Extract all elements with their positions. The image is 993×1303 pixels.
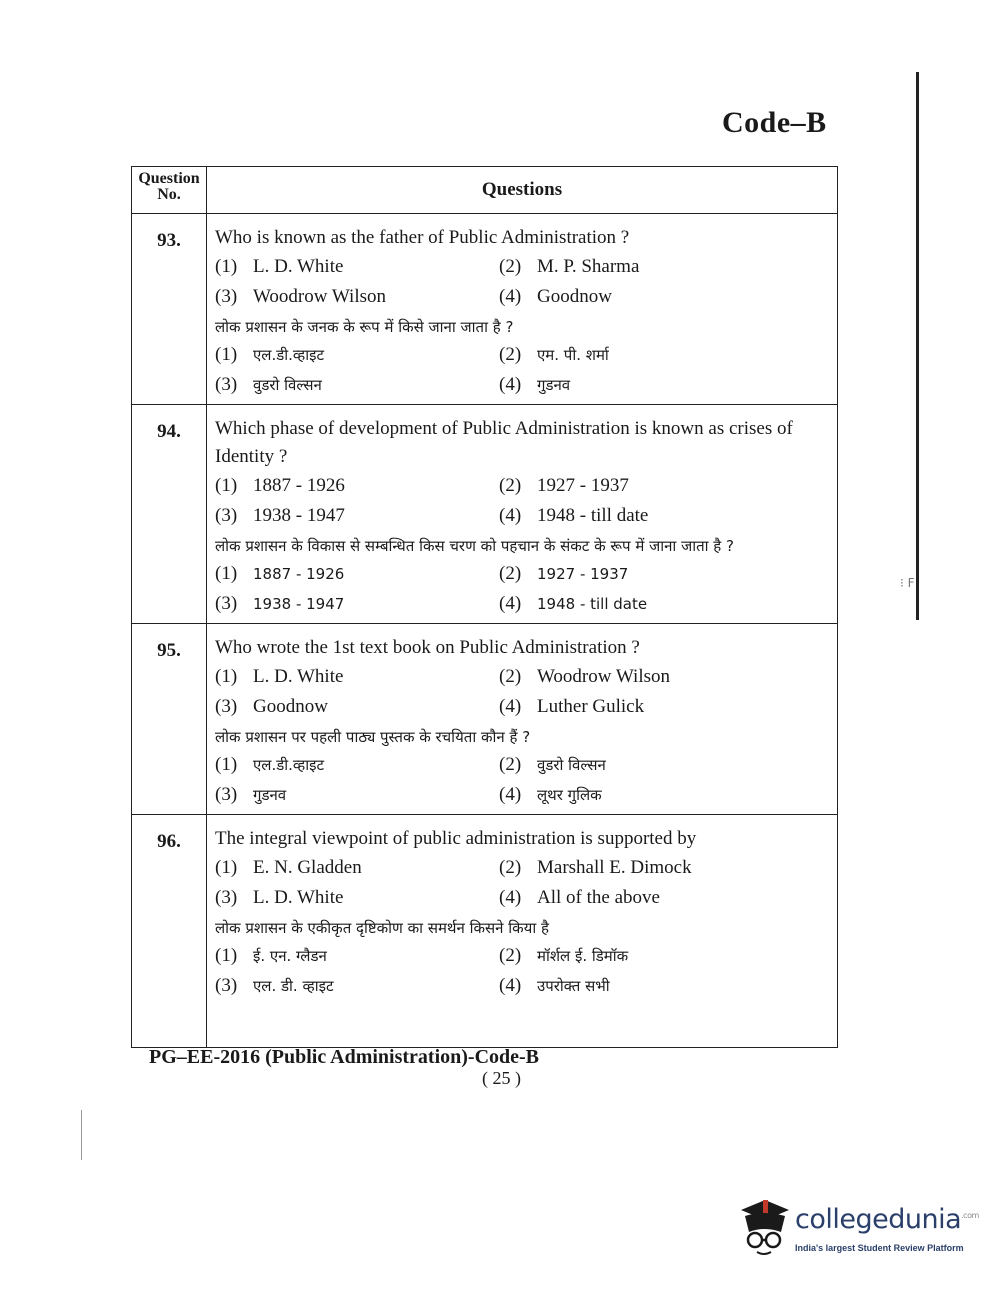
option-item [215, 973, 499, 999]
option-text: वुडरो विल्सन [537, 756, 606, 774]
option-item [499, 284, 829, 310]
option-number: (1) [215, 945, 238, 966]
option-number: (4) [499, 505, 522, 526]
options-hindi [215, 752, 829, 808]
option-text: L. D. White [253, 887, 344, 908]
options-hindi [215, 943, 829, 999]
footer-code: PG–EE-2016 (Public Administration)-Code-B [149, 1046, 540, 1068]
options-english [215, 855, 829, 911]
option-item [499, 855, 829, 881]
option-item [215, 752, 499, 778]
option-number: (3) [215, 593, 238, 614]
option-text: L. D. White [253, 666, 344, 687]
option-text: All of the above [537, 887, 660, 908]
option-item [499, 372, 829, 398]
logo-tagline: India's largest Student Review Platform [795, 1243, 964, 1253]
option-text: एम. पी. शर्मा [537, 346, 609, 364]
option-text: एल.डी.व्हाइट [253, 346, 325, 364]
option-text: गुडनव [537, 376, 571, 394]
question-number: 96. [132, 815, 207, 1048]
option-text: 1948 - till date [537, 595, 648, 613]
options-english [215, 254, 829, 310]
option-item [499, 561, 829, 587]
option-text: गुडनव [253, 786, 287, 804]
question-number: 94. [132, 405, 207, 624]
column-header-question-no-text: Question No. [138, 170, 200, 203]
option-number: (4) [499, 887, 522, 908]
option-item [215, 885, 499, 911]
question-cell [207, 214, 838, 405]
question-number: 95. [132, 624, 207, 815]
option-text: Goodnow [253, 696, 328, 717]
option-number: (1) [215, 344, 238, 365]
option-item [499, 885, 829, 911]
question-text-hindi: लोक प्रशासन पर पहली पाठ्य पुस्तक के रचयिता कौन हैं ? [215, 728, 531, 746]
option-text: उपरोक्त सभी [537, 977, 610, 995]
logo-wordmark [795, 1204, 979, 1235]
options-hindi [215, 342, 829, 398]
option-number: (3) [215, 887, 238, 908]
option-text: Woodrow Wilson [253, 286, 386, 307]
option-text: M. P. Sharma [537, 256, 640, 277]
margin-scribble: ⁝ F [900, 576, 915, 590]
question-text-hindi: लोक प्रशासन के विकास से सम्बन्धित किस चरण को पहचान के संकट के रूप में जाना जाता है ? [215, 537, 734, 555]
option-number: (1) [215, 256, 238, 277]
option-number: (1) [215, 666, 238, 687]
option-item [499, 503, 829, 529]
question-row [132, 624, 838, 815]
option-item [215, 782, 499, 808]
option-number: (3) [215, 505, 238, 526]
question-row [132, 405, 838, 624]
question-number: 93. [132, 214, 207, 405]
option-number: (4) [499, 286, 522, 307]
option-item [499, 342, 829, 368]
question-text-hindi: लोक प्रशासन के एकीकृत दृष्टिकोण का समर्थन किसने किया है [215, 919, 549, 937]
right-edge-line [916, 72, 919, 620]
option-item [499, 664, 829, 690]
question-row [132, 815, 838, 1048]
option-item [215, 284, 499, 310]
column-header-question-no [132, 167, 207, 214]
logo-name: collegedunia [795, 1204, 962, 1235]
option-item [215, 694, 499, 720]
option-text: एल. डी. व्हाइट [253, 977, 334, 995]
option-number: (2) [499, 344, 522, 365]
option-number: (4) [499, 975, 522, 996]
option-item [215, 943, 499, 969]
option-item [499, 473, 829, 499]
option-item [215, 561, 499, 587]
option-text: 1887 - 1926 [253, 565, 345, 583]
option-number: (4) [499, 593, 522, 614]
option-item [215, 342, 499, 368]
option-item [499, 782, 829, 808]
option-item [215, 503, 499, 529]
question-text-english: Which phase of development of Public Administration is known as crises of Identity ? [215, 418, 793, 467]
options-hindi [215, 561, 829, 617]
option-item [499, 694, 829, 720]
option-text: 1948 - till date [537, 505, 649, 526]
option-number: (2) [499, 857, 522, 878]
option-number: (2) [499, 666, 522, 687]
option-text: एल.डी.व्हाइट [253, 756, 325, 774]
option-item [215, 855, 499, 881]
option-item [215, 664, 499, 690]
option-number: (3) [215, 286, 238, 307]
option-text: L. D. White [253, 256, 344, 277]
question-text-english: Who is known as the father of Public Administration ? [215, 227, 630, 248]
option-item [499, 943, 829, 969]
option-number: (3) [215, 784, 238, 805]
option-item [215, 591, 499, 617]
option-item [499, 973, 829, 999]
option-number: (3) [215, 975, 238, 996]
question-cell [207, 815, 838, 1048]
option-text: 1887 - 1926 [253, 475, 345, 496]
option-number: (1) [215, 475, 238, 496]
options-english [215, 473, 829, 529]
option-number: (4) [499, 784, 522, 805]
option-number: (2) [499, 475, 522, 496]
option-number: (4) [499, 374, 522, 395]
questions-table [131, 166, 838, 1048]
option-number: (2) [499, 563, 522, 584]
mascot-icon [735, 1196, 793, 1258]
option-item [215, 372, 499, 398]
option-text: लूथर गुलिक [537, 786, 602, 804]
question-text-english: Who wrote the 1st text book on Public Administration ? [215, 637, 640, 658]
logo-suffix: .com [961, 1211, 979, 1220]
question-text-hindi: लोक प्रशासन के जनक के रूप में किसे जाना जाता है ? [215, 318, 514, 336]
left-edge-line [81, 1110, 82, 1160]
option-text: Goodnow [537, 286, 612, 307]
option-number: (1) [215, 754, 238, 775]
option-text: E. N. Gladden [253, 857, 362, 878]
option-number: (3) [215, 374, 238, 395]
option-text: 1938 - 1947 [253, 505, 345, 526]
option-number: (2) [499, 945, 522, 966]
option-text: ई. एन. ग्लैडन [253, 947, 327, 965]
option-text: Woodrow Wilson [537, 666, 670, 687]
question-cell [207, 624, 838, 815]
option-item [215, 473, 499, 499]
option-item [499, 752, 829, 778]
option-item [499, 591, 829, 617]
page-number: ( 25 ) [482, 1068, 521, 1088]
option-text: मॉर्शल ई. डिमॉक [537, 947, 629, 965]
option-item [215, 254, 499, 280]
options-english [215, 664, 829, 720]
option-text: 1927 - 1937 [537, 565, 629, 583]
option-number: (2) [499, 754, 522, 775]
column-header-questions: Questions [207, 167, 838, 214]
option-number: (1) [215, 563, 238, 584]
question-row [132, 214, 838, 405]
option-number: (1) [215, 857, 238, 878]
option-text: Marshall E. Dimock [537, 857, 692, 878]
option-number: (2) [499, 256, 522, 277]
option-item [499, 254, 829, 280]
option-text: 1938 - 1947 [253, 595, 345, 613]
collegedunia-logo [735, 1196, 979, 1260]
question-text-english: The integral viewpoint of public administration is supported by [215, 828, 697, 849]
question-cell [207, 405, 838, 624]
option-text: Luther Gulick [537, 696, 645, 717]
option-text: 1927 - 1937 [537, 475, 629, 496]
option-text: वुडरो विल्सन [253, 376, 322, 394]
code-header: Code–B [722, 106, 827, 139]
option-number: (4) [499, 696, 522, 717]
option-number: (3) [215, 696, 238, 717]
